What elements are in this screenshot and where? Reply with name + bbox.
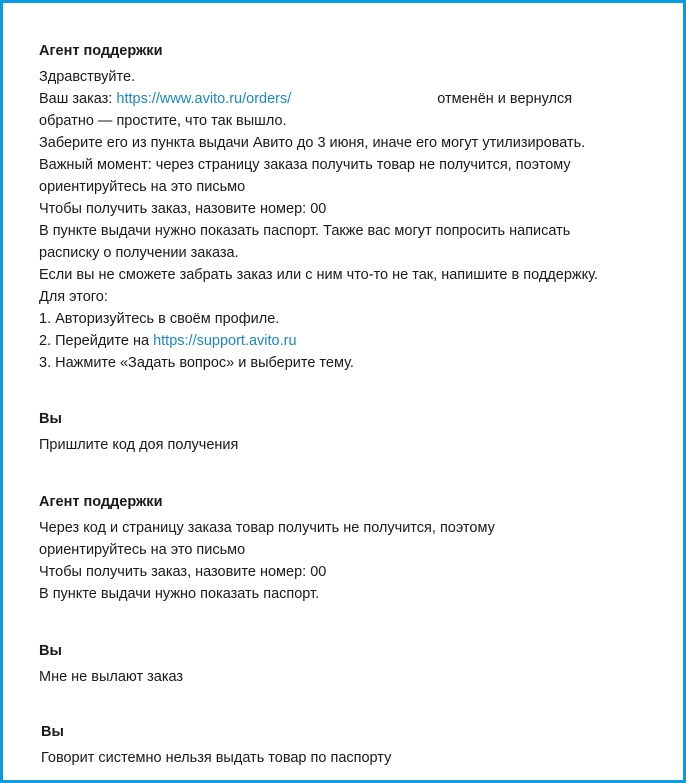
message-line: ориентируйтесь на это письмо xyxy=(39,542,246,558)
message-line: Чтобы получить заказ, назовите номер: 00 xyxy=(39,564,327,580)
message-support-1 xyxy=(39,41,598,374)
message-line: В пункте выдачи нужно показать паспорт. Также вас могут попросить написать xyxy=(39,223,571,239)
message-line: обратно — простите, что так вышло. xyxy=(39,113,287,129)
message-author: Вы xyxy=(39,643,62,659)
step2-line xyxy=(39,330,598,352)
message-line: 1. Авторизуйтесь в своём профиле. xyxy=(39,311,280,327)
message-user-1 xyxy=(39,409,238,456)
message-line: расписку о получении заказа. xyxy=(39,245,239,261)
message-line: Для этого: xyxy=(39,289,108,305)
message-text: Пришлите код доя получения xyxy=(39,437,239,453)
message-line: Важный момент: через страницу заказа получить товар не получится, поэтому xyxy=(39,157,571,173)
order-suffix: отменён и вернулся xyxy=(437,91,573,107)
order-line xyxy=(39,88,598,110)
message-line: Здравствуйте. xyxy=(39,69,136,85)
message-support-2 xyxy=(39,492,495,605)
message-user-3 xyxy=(41,722,391,769)
message-line: 3. Нажмите «Задать вопрос» и выберите тему. xyxy=(39,355,354,371)
message-line: Через код и страницу заказа товар получить не получится, поэтому xyxy=(39,520,495,536)
message-line: В пункте выдачи нужно показать паспорт. xyxy=(39,586,320,602)
message-text: Мне не вылают заказ xyxy=(39,669,184,685)
step2-prefix: 2. Перейдите на xyxy=(39,333,154,349)
message-text: Говорит системно нельзя выдать товар по паспорту xyxy=(41,750,392,766)
message-line: Заберите его из пункта выдачи Авито до 3 июня, иначе его могут утилизировать. xyxy=(39,135,586,151)
message-author: Вы xyxy=(41,724,64,740)
message-line: Если вы не сможете забрать заказ или с ним что-то не так, напишите в поддержку. xyxy=(39,267,598,283)
message-line: ориентируйтесь на это письмо xyxy=(39,179,246,195)
message-line: Чтобы получить заказ, назовите номер: 00 xyxy=(39,201,327,217)
message-author: Вы xyxy=(39,411,62,427)
message-author: Агент поддержки xyxy=(39,494,163,510)
message-author: Агент поддержки xyxy=(39,43,163,59)
order-prefix: Ваш заказ: xyxy=(39,91,117,107)
order-link[interactable]: https://www.avito.ru/orders/ xyxy=(116,91,292,107)
message-user-2 xyxy=(39,641,183,688)
support-link[interactable]: https://support.avito.ru xyxy=(153,333,297,349)
